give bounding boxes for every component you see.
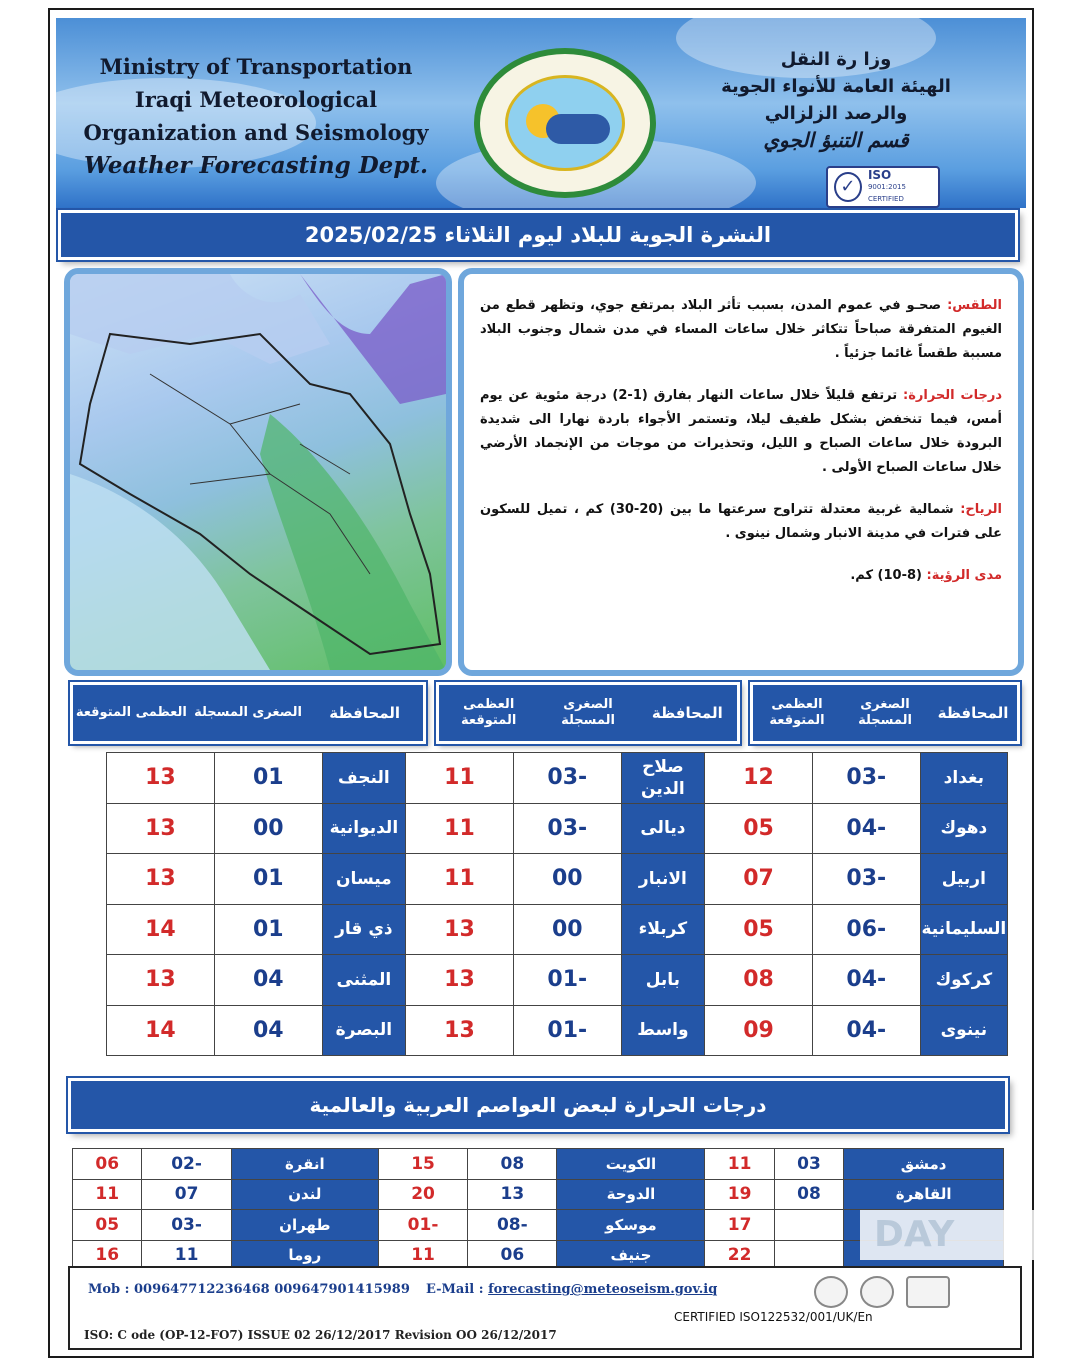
visibility-paragraph bbox=[480, 564, 1002, 588]
recorded-min: -03 bbox=[812, 854, 920, 905]
province-name: الديوانية bbox=[322, 803, 405, 854]
expected-max: 05 bbox=[705, 803, 813, 854]
recorded-min: -04 bbox=[812, 1005, 920, 1056]
wind-label: الرياح: bbox=[960, 502, 1002, 517]
expected-max: 13 bbox=[406, 904, 514, 955]
expected-max: 14 bbox=[107, 904, 215, 955]
col-max-label: العظمى المتوقعة bbox=[769, 697, 825, 728]
province-temperature-table bbox=[106, 752, 1008, 1056]
province-name: بابل bbox=[621, 955, 704, 1006]
recorded-min: 00 bbox=[513, 904, 621, 955]
province-name: ديالى bbox=[621, 803, 704, 854]
city-name: موسكو bbox=[557, 1210, 705, 1241]
sun-cloud-icon bbox=[505, 75, 625, 171]
english-org-title bbox=[76, 50, 436, 182]
visibility-label: مدى الرؤية: bbox=[926, 568, 1002, 583]
city-min: -02 bbox=[142, 1149, 231, 1180]
city-min: 06 bbox=[468, 1240, 557, 1271]
iso-sublabel: 9001:2015 CERTIFIED bbox=[867, 183, 906, 203]
certification-logo-icon bbox=[906, 1276, 950, 1308]
table-row bbox=[73, 1179, 1004, 1210]
province-name: دهوك bbox=[920, 803, 1007, 854]
expected-max: 11 bbox=[406, 803, 514, 854]
col-gov-label: المحافظة bbox=[651, 704, 723, 722]
city-max: 20 bbox=[378, 1179, 467, 1210]
city-max: 16 bbox=[73, 1240, 142, 1271]
wind-paragraph bbox=[480, 498, 1002, 546]
recorded-min: 00 bbox=[513, 854, 621, 905]
province-name: صلاح الدين bbox=[621, 753, 704, 804]
province-name: كركوك bbox=[920, 955, 1007, 1006]
email-link[interactable]: forecasting@meteoseism.gov.iq bbox=[488, 1282, 718, 1297]
col-min-label: الصغرى المسجلة bbox=[561, 697, 615, 728]
column-header-group-2 bbox=[436, 682, 740, 744]
province-name: كربلاء bbox=[621, 904, 704, 955]
city-name: روما bbox=[231, 1240, 378, 1271]
expected-max: 13 bbox=[406, 955, 514, 1006]
city-min: -08 bbox=[468, 1210, 557, 1241]
expected-max: 13 bbox=[107, 955, 215, 1006]
weather-label: الطقس: bbox=[947, 298, 1002, 313]
weather-paragraph bbox=[480, 294, 1002, 366]
expected-max: 09 bbox=[705, 1005, 813, 1056]
expected-max: 14 bbox=[107, 1005, 215, 1056]
recorded-min: 04 bbox=[214, 955, 322, 1006]
certified-iso-text: CERTIFIED ISO122532/001/UK/En bbox=[674, 1310, 873, 1324]
en-org-2: Organization and Seismology bbox=[83, 120, 429, 145]
city-max: 06 bbox=[73, 1149, 142, 1180]
wind-text: شمالية غربية معتدلة تتراوح سرعتها ما بين (20-30) كم ، تميل للسكون على فترات في مدينة الانبار وشمال نينوى . bbox=[480, 502, 1002, 541]
en-ministry: Ministry of Transportation bbox=[99, 54, 413, 79]
column-header-group-1 bbox=[750, 682, 1020, 744]
city-min: 07 bbox=[142, 1179, 231, 1210]
header-banner bbox=[56, 18, 1026, 208]
recorded-min: -03 bbox=[513, 753, 621, 804]
city-min: 08 bbox=[468, 1149, 557, 1180]
bulletin-title: النشرة الجوية للبلاد ليوم الثلاثاء 2025/02/25 bbox=[58, 210, 1018, 260]
col-max-label: العظمى المتوقعة bbox=[461, 697, 517, 728]
city-min: 08 bbox=[774, 1179, 843, 1210]
expected-max: 08 bbox=[705, 955, 813, 1006]
weather-text: صحـو في عموم المدن، بسبب تأثر البلاد بمرتفع جوي، وتظهر قطع من الغيوم المتفرقة صباحاً تتكاثر خلال ساعات المساء في مدن شمال وجنوب البلاد مسببة طقساً غائما جزئياً . bbox=[480, 298, 1002, 361]
mobile-numbers: Mob : 009647712236468 009647901415989 bbox=[88, 1282, 410, 1297]
city-name: دمشق bbox=[844, 1149, 1004, 1180]
col-max-label: العظمى المتوقعة bbox=[75, 705, 187, 720]
city-min: -03 bbox=[142, 1210, 231, 1241]
province-name: بغداد bbox=[920, 753, 1007, 804]
recorded-min: -06 bbox=[812, 904, 920, 955]
expected-max: 13 bbox=[107, 753, 215, 804]
recorded-min: 00 bbox=[214, 803, 322, 854]
city-max: 11 bbox=[705, 1149, 774, 1180]
province-name: البصرة bbox=[322, 1005, 405, 1056]
visibility-text: (8-10) كم. bbox=[850, 568, 922, 583]
expected-max: 13 bbox=[406, 1005, 514, 1056]
city-name: انقرة bbox=[231, 1149, 378, 1180]
city-min: 13 bbox=[468, 1179, 557, 1210]
province-name: السليمانية bbox=[920, 904, 1007, 955]
expected-max: 13 bbox=[107, 854, 215, 905]
recorded-min: -04 bbox=[812, 803, 920, 854]
iso-label: ISO bbox=[867, 168, 892, 182]
en-org-1: Iraqi Meteorological bbox=[134, 87, 378, 112]
table-row bbox=[107, 854, 1008, 905]
emblem-icon bbox=[860, 1276, 894, 1308]
expected-max: 12 bbox=[705, 753, 813, 804]
forecast-text bbox=[458, 268, 1024, 676]
iraq-map-image bbox=[70, 274, 446, 670]
col-min-label: الصغرى المسجلة bbox=[858, 697, 912, 728]
city-name: جنيف bbox=[557, 1240, 705, 1271]
seal-icon bbox=[814, 1276, 848, 1308]
column-header-group-3 bbox=[70, 682, 426, 744]
city-name: الكويت bbox=[557, 1149, 705, 1180]
ar-ministry: وزا رة النقل bbox=[780, 49, 892, 70]
email-label: E-Mail : bbox=[426, 1282, 484, 1297]
ar-org-1: الهيئة العامة للأنواء الجوية bbox=[721, 76, 951, 97]
ar-org-2: والرصد الزلزالي bbox=[764, 103, 908, 124]
table-row bbox=[107, 955, 1008, 1006]
recorded-min: 04 bbox=[214, 1005, 322, 1056]
city-min: 03 bbox=[774, 1149, 843, 1180]
recorded-min: -01 bbox=[513, 955, 621, 1006]
recorded-min: 01 bbox=[214, 904, 322, 955]
iso-code-line: ISO: C ode (OP-12-FO7) ISSUE 02 26/12/2017 Revision OO 26/12/2017 bbox=[84, 1328, 557, 1342]
city-max: 05 bbox=[73, 1210, 142, 1241]
city-name: الدوحة bbox=[557, 1179, 705, 1210]
col-min-label: الصغرى المسجلة bbox=[194, 705, 302, 720]
temperature-paragraph bbox=[480, 384, 1002, 480]
en-dept: Weather Forecasting Dept. bbox=[83, 152, 429, 179]
city-max: 15 bbox=[378, 1149, 467, 1180]
iso-certified-badge bbox=[826, 166, 940, 208]
city-max: 17 bbox=[705, 1210, 774, 1241]
table-row bbox=[107, 753, 1008, 804]
province-name: الانبار bbox=[621, 854, 704, 905]
city-max: 11 bbox=[378, 1240, 467, 1271]
city-max: 22 bbox=[705, 1240, 774, 1271]
city-name: لندن bbox=[231, 1179, 378, 1210]
expected-max: 11 bbox=[406, 753, 514, 804]
weather-map bbox=[64, 268, 452, 676]
capitals-title: درجات الحرارة لبعض العواصم العربية والعالمية bbox=[68, 1078, 1008, 1132]
table-row bbox=[73, 1149, 1004, 1180]
recorded-min: -04 bbox=[812, 955, 920, 1006]
expected-max: 13 bbox=[107, 803, 215, 854]
province-name: واسط bbox=[621, 1005, 704, 1056]
city-name: طهران bbox=[231, 1210, 378, 1241]
province-name: ذي قار bbox=[322, 904, 405, 955]
watermark: DAY bbox=[860, 1210, 1036, 1260]
city-max: 11 bbox=[73, 1179, 142, 1210]
province-name: النجف bbox=[322, 753, 405, 804]
organization-logo bbox=[474, 48, 656, 198]
bulletin-page bbox=[48, 8, 1034, 1358]
expected-max: 11 bbox=[406, 854, 514, 905]
recorded-min: -03 bbox=[513, 803, 621, 854]
recorded-min: 01 bbox=[214, 753, 322, 804]
recorded-min: 01 bbox=[214, 854, 322, 905]
col-gov-label: المحافظة bbox=[329, 704, 401, 722]
ar-dept: قسم التنبؤ الجوي bbox=[763, 128, 909, 152]
city-name: القاهرة bbox=[844, 1179, 1004, 1210]
province-name: اربيل bbox=[920, 854, 1007, 905]
table-row bbox=[107, 904, 1008, 955]
temperature-label: درجات الحرارة: bbox=[903, 388, 1002, 403]
arabic-org-title bbox=[686, 46, 986, 154]
col-gov-label: المحافظة bbox=[937, 704, 1009, 722]
province-name: نينوى bbox=[920, 1005, 1007, 1056]
checkmark-icon: ✓ bbox=[834, 172, 862, 202]
city-min: 11 bbox=[142, 1240, 231, 1271]
temperature-text: ترتفع قليلاً خلال ساعات النهار بفارق (1-2) درجة مئوية عن يوم أمس، فيما تنخفض بشكل طفيف ليلا، وتستمر الأجواء باردة نهارا الى شديدة البرودة خلال ساعات الصباح و الليل، وتحذيرات من موجات من الإنجماد الأرضي خلال ساعات الصباح الأولى . bbox=[480, 388, 1002, 475]
table-row bbox=[107, 1005, 1008, 1056]
recorded-min: -01 bbox=[513, 1005, 621, 1056]
email-line bbox=[426, 1282, 717, 1297]
province-name: ميسان bbox=[322, 854, 405, 905]
recorded-min: -03 bbox=[812, 753, 920, 804]
city-min bbox=[774, 1210, 843, 1241]
footer bbox=[68, 1266, 1022, 1350]
expected-max: 07 bbox=[705, 854, 813, 905]
city-max: 19 bbox=[705, 1179, 774, 1210]
table-row bbox=[107, 803, 1008, 854]
expected-max: 05 bbox=[705, 904, 813, 955]
province-name: المثنى bbox=[322, 955, 405, 1006]
city-max: -01 bbox=[378, 1210, 467, 1241]
